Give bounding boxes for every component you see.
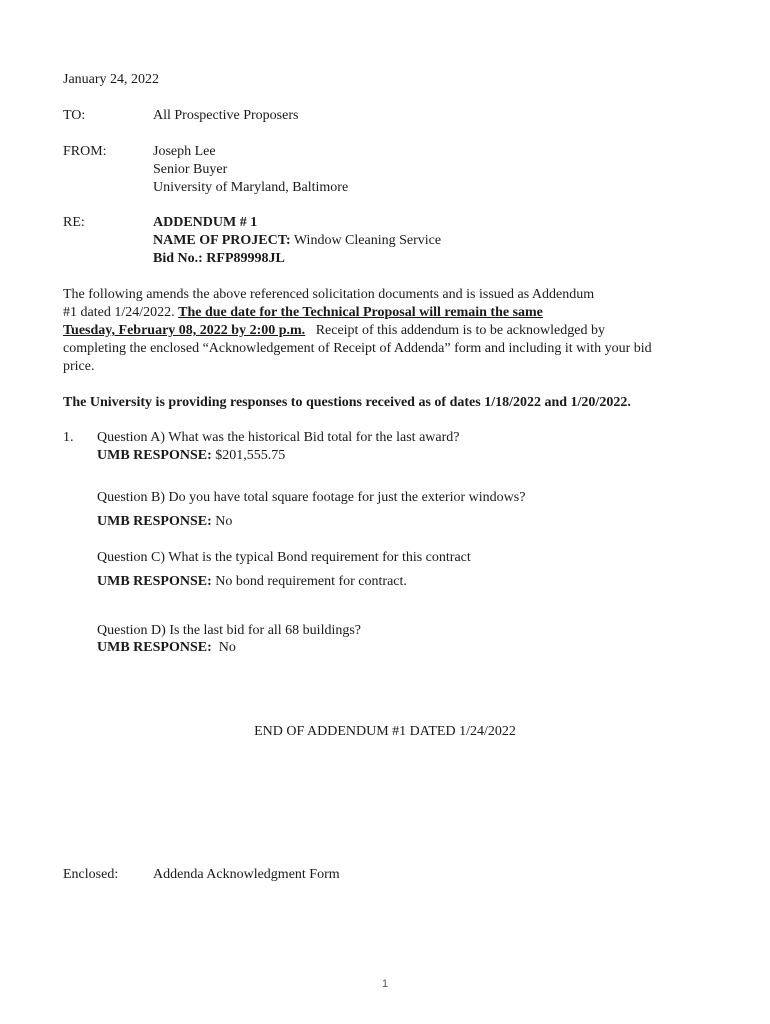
to-label: TO:	[63, 108, 86, 123]
response-c	[97, 573, 407, 591]
response-d-label: UMB RESPONSE:	[97, 640, 212, 655]
re-addendum: ADDENDUM # 1	[153, 215, 258, 230]
from-name: Joseph Lee	[153, 144, 216, 159]
letter-date: January 24, 2022	[63, 72, 160, 87]
re-bid-number: Bid No.: RFP89998JL	[153, 251, 285, 266]
from-organization: University of Maryland, Baltimore	[153, 180, 349, 195]
response-b-label: UMB RESPONSE:	[97, 514, 212, 529]
intro-line-1: The following amends the above referenced solicitation documents and is issued as Addendum	[63, 287, 595, 302]
re-project-value: Window Cleaning Service	[290, 233, 442, 248]
response-c-value: No bond requirement for contract.	[211, 574, 407, 589]
question-b: Question B) Do you have total square footage for just the exterior windows?	[97, 490, 526, 505]
response-a-value: $201,555.75	[211, 448, 286, 463]
from-label: FROM:	[63, 144, 107, 159]
intro-line-4: completing the enclosed “Acknowledgement of Receipt of Addenda” form and including it with your bid	[63, 341, 652, 356]
question-d: Question D) Is the last bid for all 68 buildings?	[97, 623, 362, 638]
due-date-notice: The due date for the Technical Proposal will remain the same	[178, 305, 543, 320]
response-d	[97, 639, 236, 657]
enclosed-value: Addenda Acknowledgment Form	[153, 867, 340, 882]
re-project	[153, 232, 441, 250]
question-c: Question C) What is the typical Bond requirement for this contract	[97, 550, 471, 565]
intro-line-2-text: #1 dated 1/24/2022.	[63, 305, 179, 320]
question-a: Question A) What was the historical Bid total for the last award?	[97, 430, 460, 445]
response-a-label: UMB RESPONSE:	[97, 448, 212, 463]
to-value: All Prospective Proposers	[153, 108, 299, 123]
intro-line-2	[63, 304, 543, 322]
from-title: Senior Buyer	[153, 162, 228, 177]
response-d-value: No	[211, 640, 236, 655]
re-project-label: NAME OF PROJECT:	[153, 233, 291, 248]
re-label: RE:	[63, 215, 85, 230]
response-a	[97, 447, 285, 465]
responses-heading: The University is providing responses to questions received as of dates 1/18/2022 and 1/20/2022.	[63, 395, 631, 410]
intro-line-3-text: Receipt of this addendum is to be acknowledged by	[305, 323, 605, 338]
end-of-addendum: END OF ADDENDUM #1 DATED 1/24/2022	[254, 724, 516, 739]
due-date-value: Tuesday, February 08, 2022 by 2:00 p.m.	[63, 323, 306, 338]
response-b	[97, 513, 232, 531]
response-c-label: UMB RESPONSE:	[97, 574, 212, 589]
intro-line-3	[63, 322, 605, 340]
enclosed-label: Enclosed:	[63, 867, 119, 882]
page-number: 1	[381, 978, 389, 990]
list-number: 1.	[63, 430, 74, 445]
response-b-value: No	[211, 514, 233, 529]
intro-line-5: price.	[63, 359, 95, 374]
